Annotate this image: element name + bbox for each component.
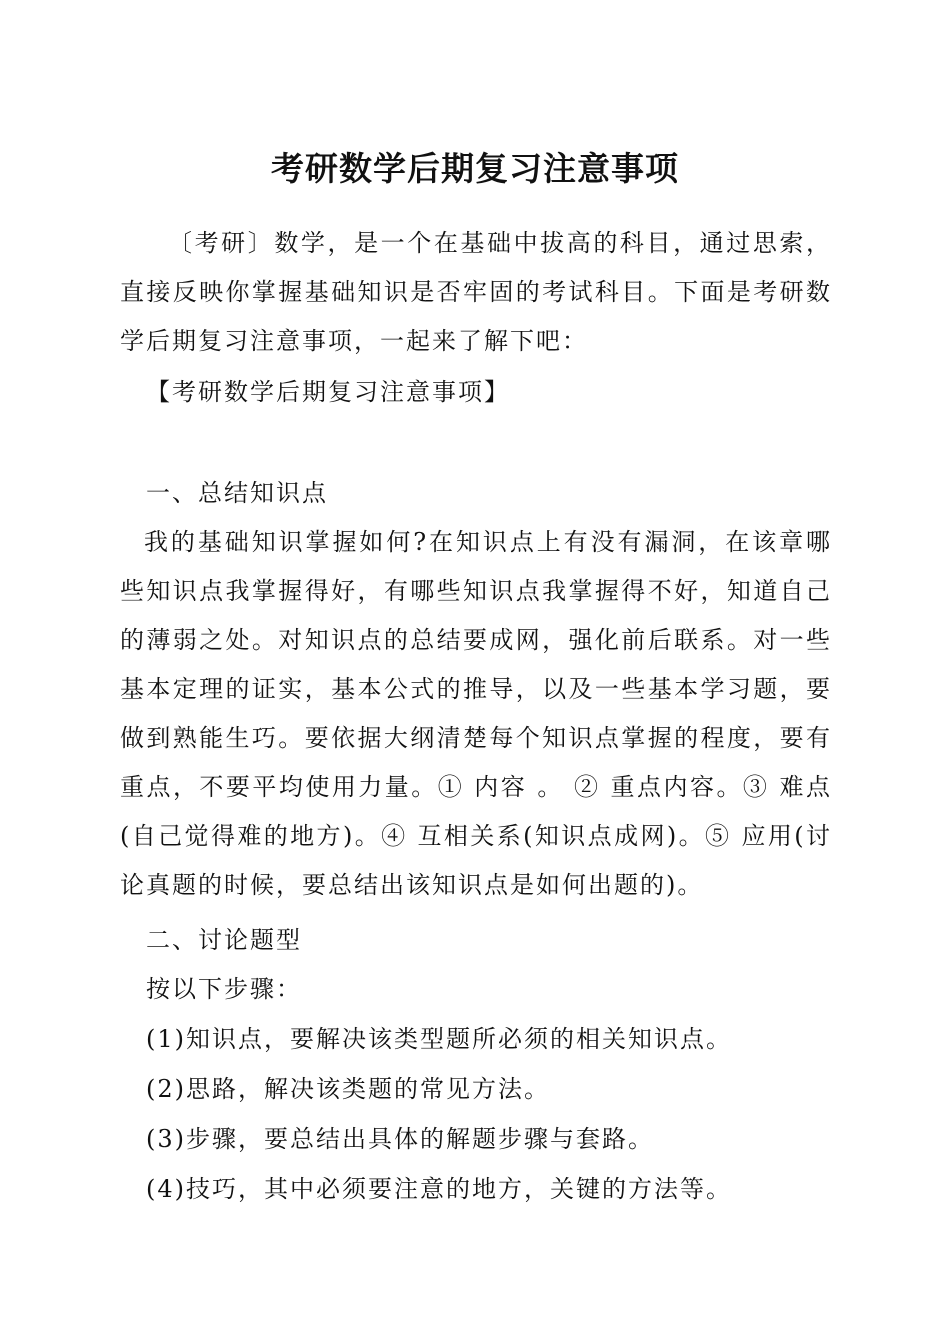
section2-heading: 二、讨论题型 xyxy=(146,926,302,954)
step-item: (2)思路，解决该类题的常见方法。 xyxy=(146,1075,550,1103)
bracket-heading: 【考研数学后期复习注意事项】 xyxy=(146,378,510,406)
step-item: (3)步骤，要总结出具体的解题步骤与套路。 xyxy=(146,1125,654,1153)
steps-intro: 按以下步骤： xyxy=(146,975,302,1003)
section1-body: 我的基础知识掌握如何?在知识点上有没有漏洞，在该章哪些知识点我掌握得好，有哪些知识点我掌握得不好，知道自己的薄弱之处。对知识点的总结要成网，强化前后联系。对一些基本定理的证实，基本公式的推导，以及一些基本学习题，要做到熟能生巧。要依据大纲清楚每个知识点掌握的程度，要有重点，不要平均使用力量。① 内容 。 ② 重点内容。③ 难点(自己觉得难的地方)。④ 互相关系(知识点成网)。⑤ 应用(讨论真题的时候，要总结出该知识点是如何出题的)。 xyxy=(120,528,832,899)
step-item: (4)技巧，其中必须要注意的地方，关键的方法等。 xyxy=(146,1175,732,1203)
step-item: (1)知识点，要解决该类型题所必须的相关知识点。 xyxy=(146,1025,732,1053)
document-title: 考研数学后期复习注意事项 xyxy=(271,149,679,188)
section1-heading: 一、总结知识点 xyxy=(146,479,328,507)
intro-paragraph: 〔考研〕数学，是一个在基础中拔高的科目，通过思索，直接反映你掌握基础知识是否牢固的考试科目。下面是考研数学后期复习注意事项，一起来了解下吧： xyxy=(120,229,832,355)
